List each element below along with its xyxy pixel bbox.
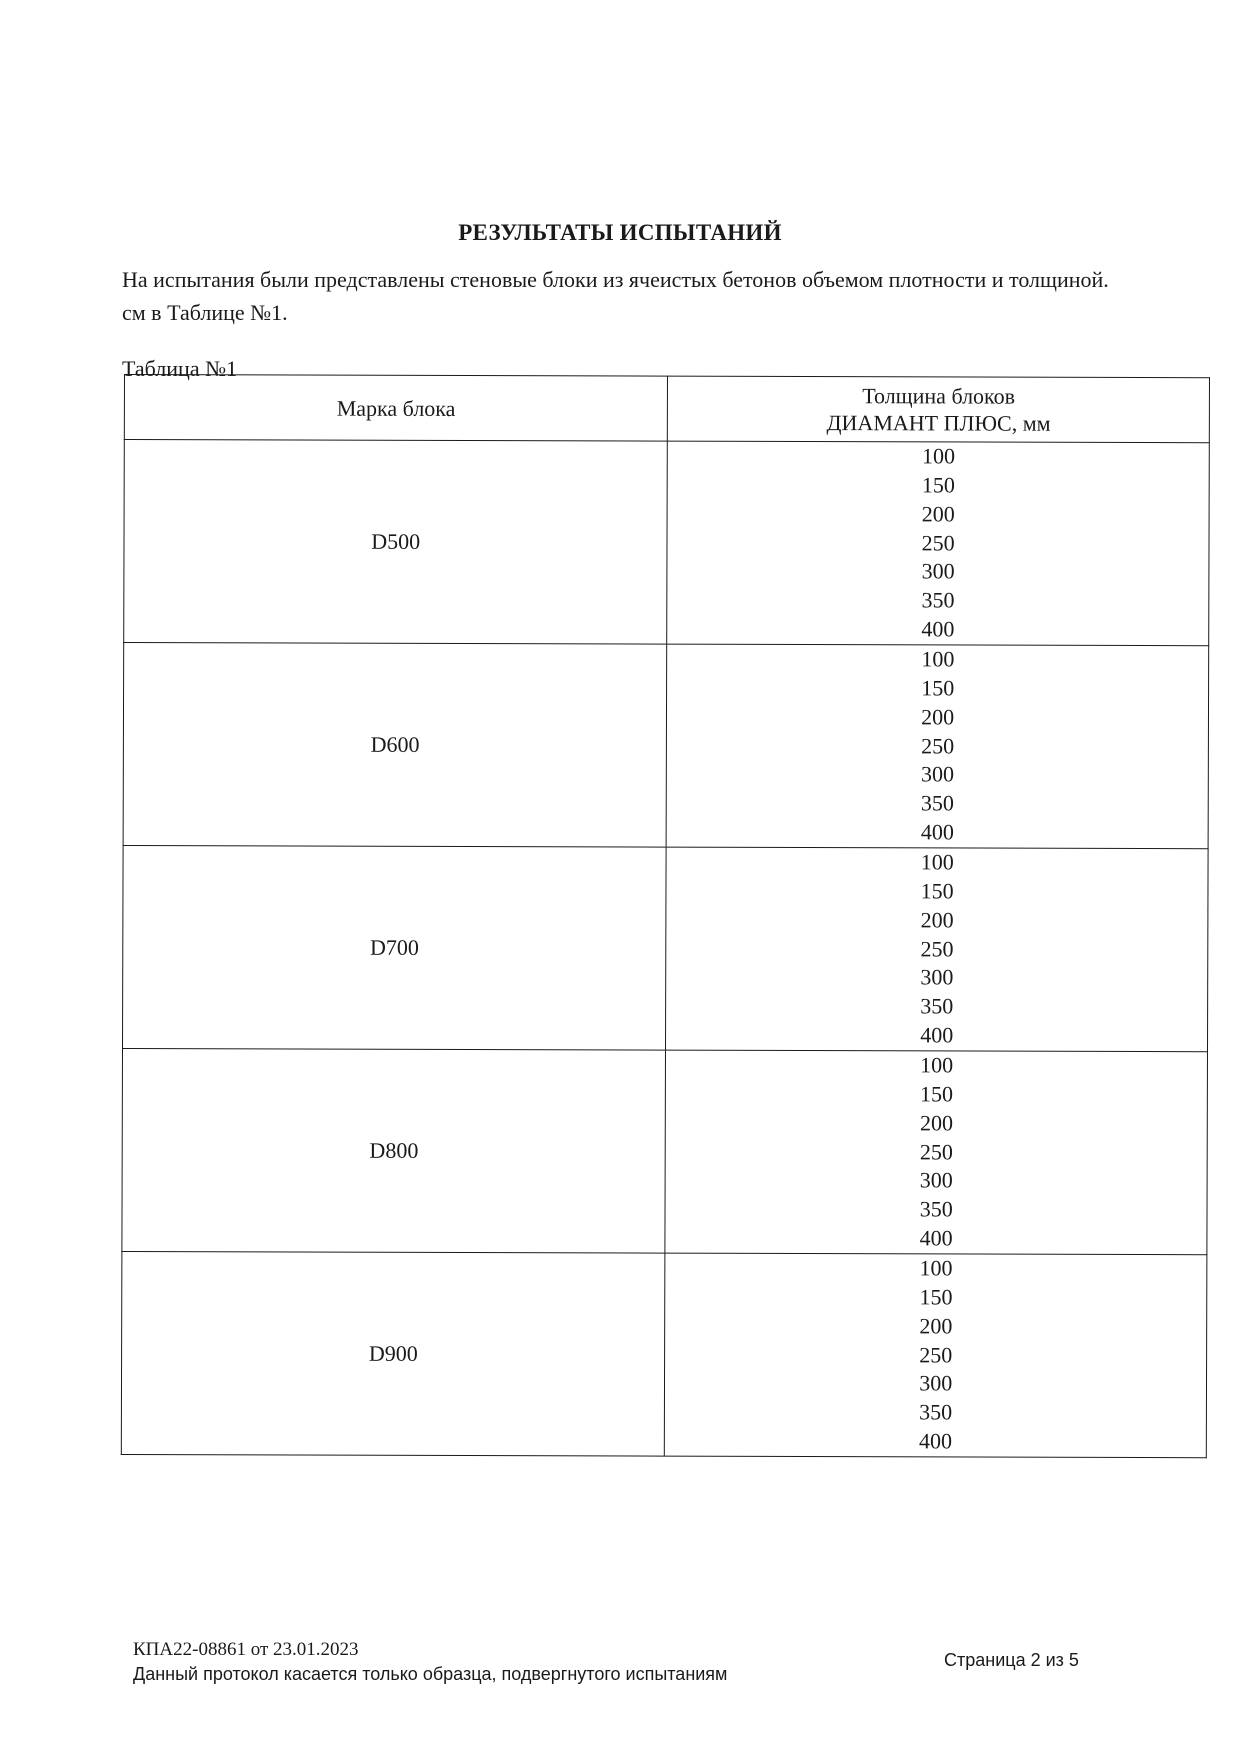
table-body xyxy=(121,440,1209,1458)
thickness-value: 350 xyxy=(921,587,955,613)
thickness-value: 200 xyxy=(920,907,954,933)
grade-cell: D800 xyxy=(122,1048,666,1253)
block-table xyxy=(121,374,1210,1458)
intro-paragraph: На испытания были представлены стеновые блоки из ячеистых бетонов объемом плотности и толщиной. см в Таблице №1. xyxy=(122,267,1109,325)
header-grade: Марка блока xyxy=(124,375,668,442)
thickness-list xyxy=(667,645,1208,848)
thickness-value: 100 xyxy=(921,646,955,672)
thickness-cell xyxy=(666,847,1208,1052)
thickness-value: 400 xyxy=(921,616,955,642)
thickness-value: 300 xyxy=(921,558,955,584)
thickness-value: 200 xyxy=(921,704,955,730)
thickness-value: 150 xyxy=(921,472,955,498)
grade-cell: D900 xyxy=(121,1251,665,1456)
thickness-value: 350 xyxy=(919,1196,953,1222)
thickness-value: 350 xyxy=(919,1399,953,1425)
thickness-value: 400 xyxy=(919,1225,953,1251)
thickness-value: 400 xyxy=(920,1022,954,1048)
thickness-value: 200 xyxy=(921,501,955,527)
thickness-value: 300 xyxy=(919,1370,953,1396)
protocol-reference: КПА22-08861 от 23.01.2023 xyxy=(133,1639,359,1660)
thickness-value: 350 xyxy=(920,790,954,816)
grade-cell: D700 xyxy=(122,845,666,1050)
header-thickness-line1: Толщина блоков xyxy=(862,383,1016,409)
thickness-list xyxy=(668,442,1209,645)
table-row xyxy=(121,1251,1207,1457)
table-row xyxy=(124,440,1210,646)
thickness-list xyxy=(665,1254,1206,1457)
table-row xyxy=(122,845,1208,1051)
thickness-value: 100 xyxy=(919,1255,953,1281)
header-thickness xyxy=(668,376,1210,443)
grade-cell: D500 xyxy=(124,440,668,645)
grade-cell: D600 xyxy=(123,643,667,848)
thickness-value: 200 xyxy=(919,1110,954,1136)
thickness-value: 250 xyxy=(921,732,955,759)
thickness-value: 150 xyxy=(921,675,955,701)
thickness-value: 350 xyxy=(920,993,954,1019)
table-row xyxy=(123,643,1209,849)
thickness-value: 250 xyxy=(919,1341,953,1368)
thickness-list xyxy=(666,1051,1207,1254)
thickness-list xyxy=(666,848,1207,1051)
page-title: РЕЗУЛЬТАТЫ ИСПЫТАНИЙ xyxy=(458,220,782,245)
table-caption: Таблица №1 xyxy=(122,356,238,381)
thickness-cell xyxy=(667,644,1209,849)
protocol-note: Данный протокол касается только образца, подвергнутого испытаниям xyxy=(133,1664,728,1684)
footer-left xyxy=(133,1638,727,1686)
thickness-value: 300 xyxy=(920,964,954,990)
thickness-value: 250 xyxy=(921,529,955,556)
thickness-value: 100 xyxy=(921,443,956,469)
thickness-value: 400 xyxy=(920,819,954,845)
thickness-cell xyxy=(665,1050,1207,1255)
thickness-value: 250 xyxy=(920,935,954,962)
header-thickness-line2: ДИАМАНТ ПЛЮС, мм xyxy=(826,410,1051,436)
thickness-value: 100 xyxy=(920,1052,954,1078)
thickness-value: 150 xyxy=(920,878,954,904)
thickness-value: 100 xyxy=(920,849,954,875)
thickness-value: 150 xyxy=(920,1081,954,1107)
thickness-value: 300 xyxy=(920,761,955,787)
thickness-cell xyxy=(667,441,1209,646)
page-number: Страница 2 из 5 xyxy=(944,1650,1079,1670)
thickness-cell xyxy=(665,1253,1207,1458)
table-row xyxy=(122,1048,1208,1254)
thickness-value: 300 xyxy=(919,1167,953,1193)
table-header-row xyxy=(124,375,1209,443)
thickness-value: 250 xyxy=(919,1138,953,1165)
thickness-value: 150 xyxy=(919,1284,953,1310)
thickness-value: 200 xyxy=(919,1313,953,1339)
thickness-value: 400 xyxy=(919,1428,953,1454)
